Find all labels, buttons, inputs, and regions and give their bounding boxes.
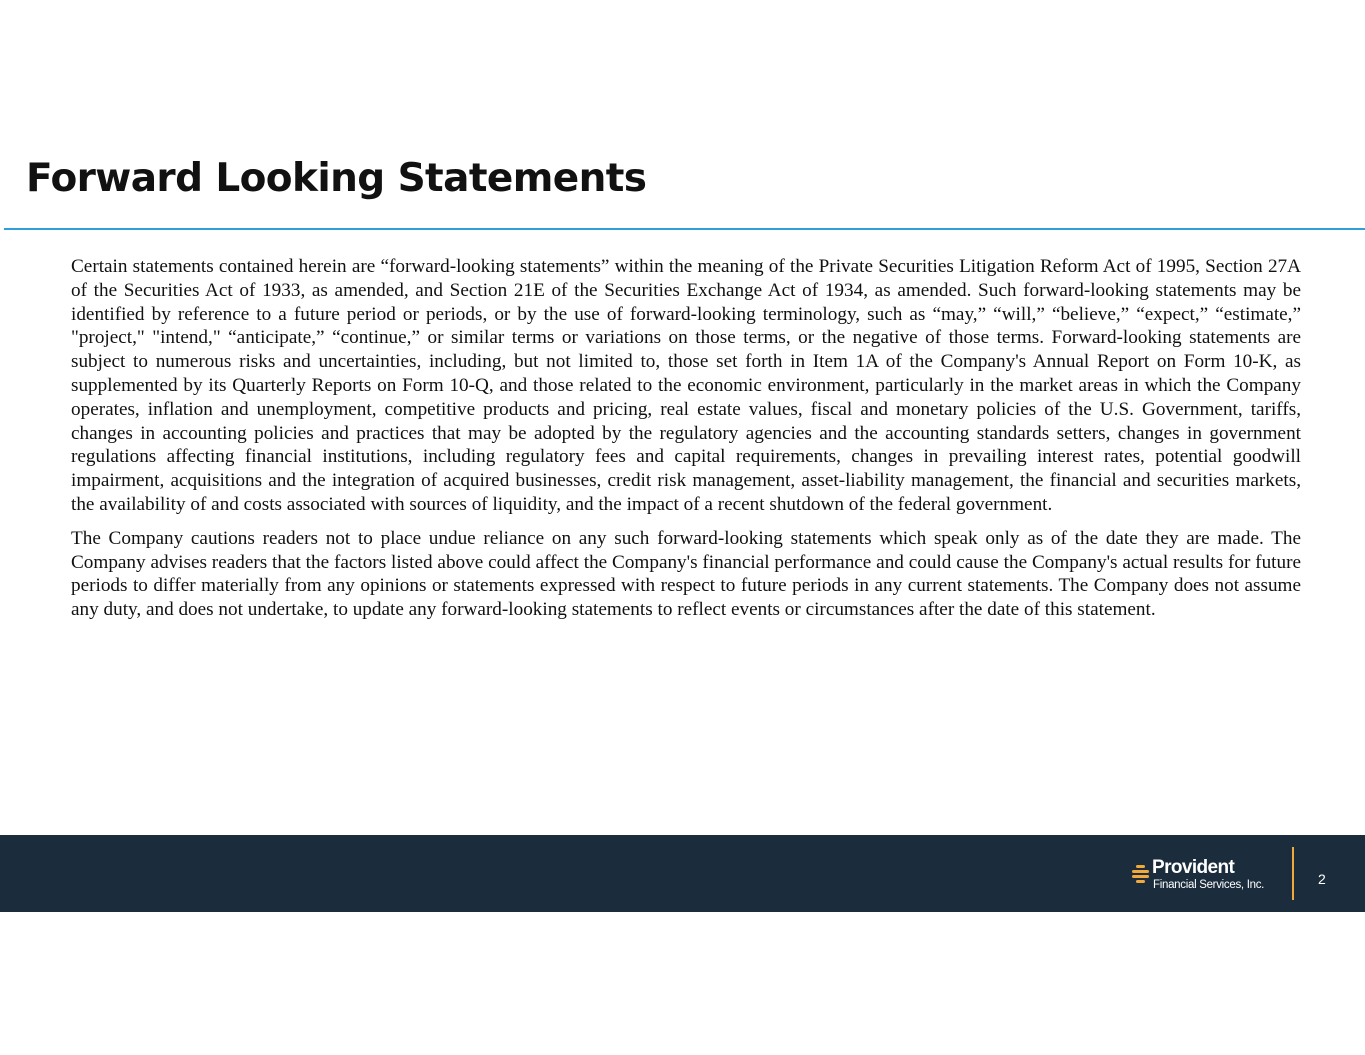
page-number: 2	[1318, 871, 1326, 887]
logo-subtitle: Financial Services, Inc.	[1153, 879, 1265, 891]
disclaimer-body	[71, 255, 1301, 632]
footer-divider	[1292, 847, 1294, 900]
disclaimer-paragraph: Certain statements contained herein are “forward-looking statements” within the meaning of the Private Securities Litigation Reform Act of 1995, Section 27A of the Securities Act of 1933, as amended, and Section 21E of the Securities Exchange Act of 1934, as amended. Such forward-looking statements may be identified by reference to a future period or periods, or by the use of forward-looking terminology, such as “may,” “will,” “believe,” “expect,” “estimate,” "project," "intend," “anticipate,” “continue,” or similar terms or variations on those terms, or the negative of those terms. Forward-looking statements are subject to numerous risks and uncertainties, including, but not limited to, those set forth in Item 1A of the Company's Annual Report on Form 10-K, as supplemented by its Quarterly Reports on Form 10-Q, and those related to the economic environment, particularly in the market areas in which the Company operates, inflation and unemployment, competitive products and pricing, real estate values, fiscal and monetary policies of the U.S. Government, tariffs, changes in accounting policies and practices that may be adopted by the regulatory agencies and the accounting standards setters, changes in government regulations affecting financial institutions, including regulatory fees and capital requirements, changes in prevailing interest rates, potential goodwill impairment, acquisitions and the integration of acquired businesses, credit risk management, asset-liability management, the financial and securities markets, the availability of and costs associated with sources of liquidity, and the impact of a recent shutdown of the federal government.	[71, 256, 1301, 515]
provident-logo-icon	[1131, 864, 1150, 884]
footer-bar	[0, 835, 1365, 912]
disclaimer-paragraph: The Company cautions readers not to place undue reliance on any such forward-looking statements which speak only as of the date they are made. The Company advises readers that the factors listed above could affect the Company's financial performance and could cause the Company's actual results for future periods to differ materially from any opinions or statements expressed with respect to future periods in any current statements. The Company does not assume any duty, and does not undertake, to update any forward-looking statements to reflect events or circumstances after the date of this statement.	[71, 527, 1301, 621]
page-title: Forward Looking Statements	[26, 156, 647, 201]
logo-name: Provident	[1152, 857, 1235, 878]
title-divider	[4, 228, 1365, 230]
